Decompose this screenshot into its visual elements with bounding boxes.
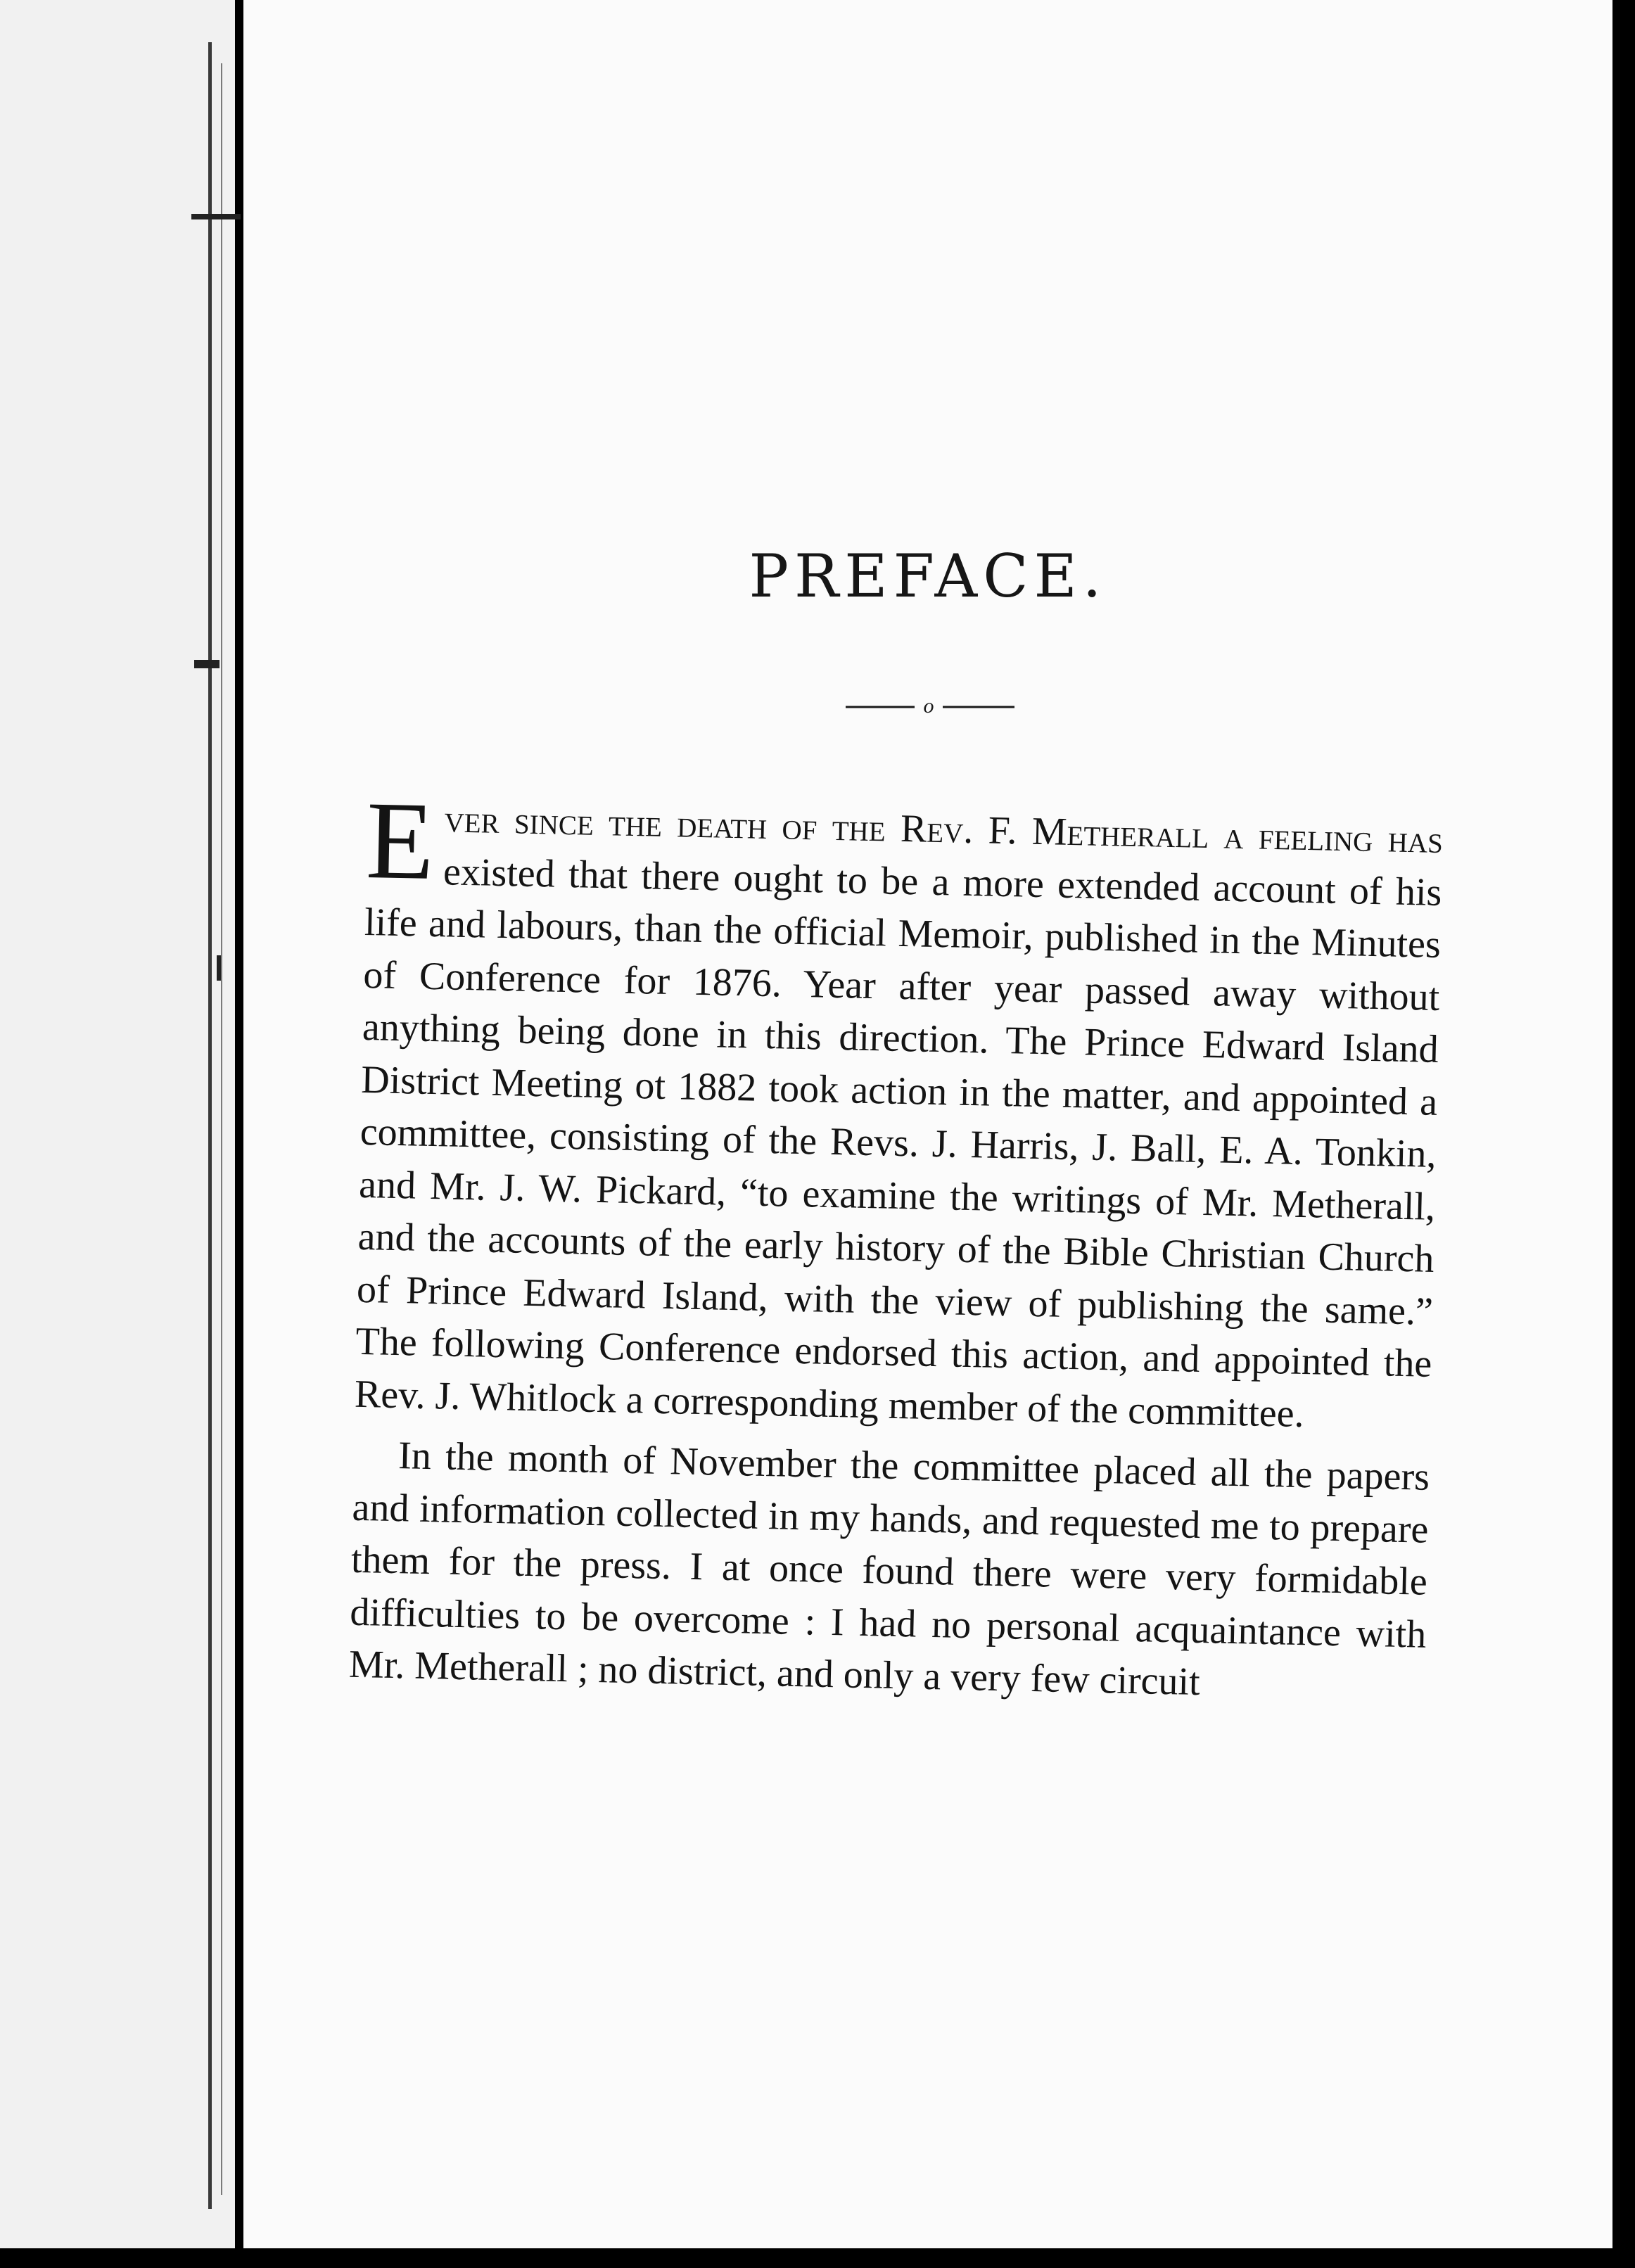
gutter-line-inner [221, 63, 222, 2195]
gutter-mark-top [191, 214, 241, 219]
ornament-rule [846, 696, 1014, 718]
book-page [243, 0, 1612, 2248]
paragraph-1: Ever since the death of the Rev. F. Metherall a feeling has existed that there ought to be a more extended account of his life and labours, than the official Memoir, published in the Minutes of Conference for 1876. Year after year passed away without anything being done in this direction. The Prince Edward Island District Meeting ot 1882 took action in the matter, and appointed a committee, consisting of the Revs. J. Harris, J. Ball, E. A. Tonkin, and Mr. J. W. Pickard, “to examine the writings of Mr. Metherall, and the accounts of the early history of the Bible Christian Church of Prince Edward Island, with the view of publishing the same.” The following Conference endorsed this action, and appointed the Rev. J. Whitlock a corresponding member of the committee. [354, 779, 1444, 1436]
preface-text [348, 779, 1444, 1713]
gutter-mark-middle [194, 660, 220, 668]
paragraph-2: In the month of November the committee placed all the papers and information collected in my hands, and requested me to prepare them for the press. I at once found there were very formidable difficulties to be overcome : I had no personal acquaintance with Mr. Metherall ; no district, and only a very few circuit [348, 1434, 1430, 1705]
page-title: PREFACE. [749, 542, 1107, 611]
ornament-letter: o [923, 696, 934, 718]
left-page-edge [0, 0, 235, 2248]
gutter-line [208, 42, 212, 2209]
gutter-mark-lower [217, 955, 221, 981]
